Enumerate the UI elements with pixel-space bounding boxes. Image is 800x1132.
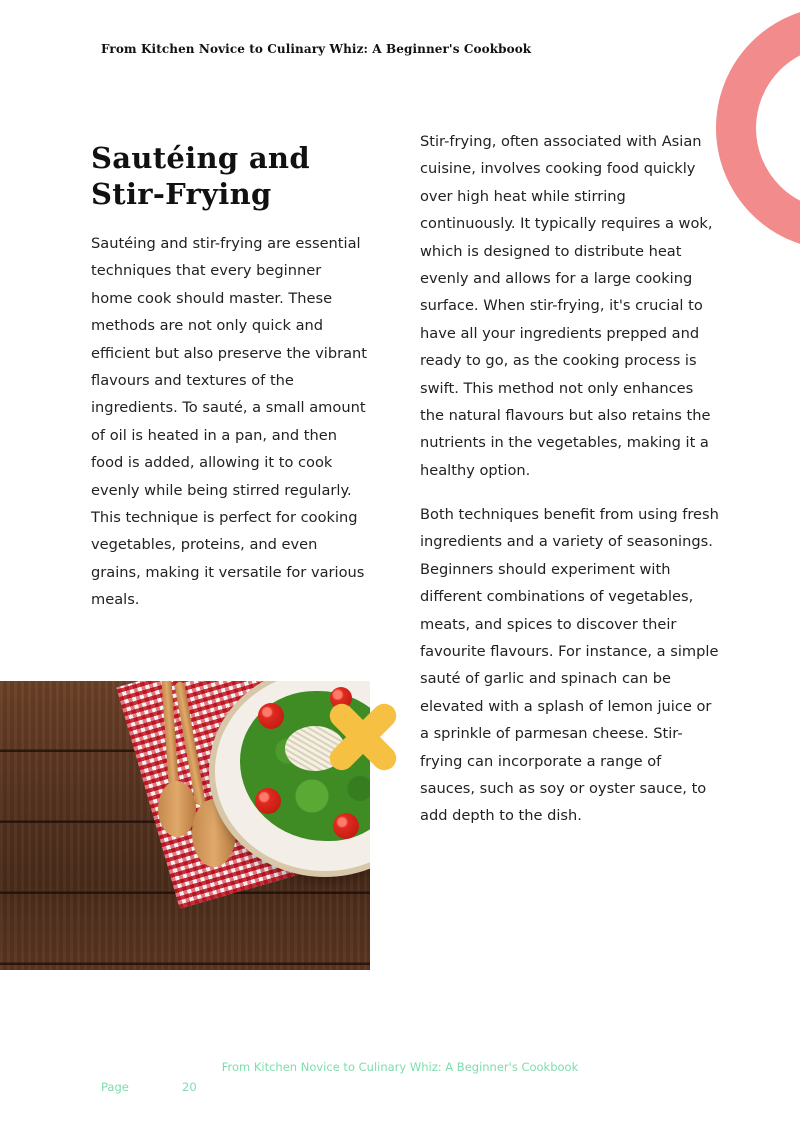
wooden-spoon-bowl [158,781,196,837]
cherry-tomato [258,703,284,729]
cherry-tomato [333,813,359,839]
paragraph-intro: Sautéing and stir-frying are essential techniques that every beginner home cook should master. These methods are not only quick and efficient but also preserve the vibrant flavours and textures of the ingredients. To sauté, a small amount of oil is heated in a pan, and then food is added, allowing it to cook evenly while being stirred regularly. This technique is perfect for cooking vegetables, proteins, and even grains, making it versatile for various meals. [91,235,368,609]
running-header: From Kitchen Novice to Culinary Whiz: A Beginner's Cookbook [101,42,532,56]
footer-page-label: Page [101,1080,129,1094]
footer-title: From Kitchen Novice to Culinary Whiz: A Beginner's Cookbook [221,1060,579,1074]
salad-photo [0,681,370,970]
paragraph-stir-frying: Stir-frying, often associated with Asian cuisine, involves cooking food quickly over high heat while stirring continuously. It typically requires a wok, which is designed to distribute heat evenly and allows for a large cooking surface. When stir-frying, it's crucial to have all your ingredients prepped and ready to go, as the cooking process is swift. This method not only enhances the natural flavours but also retains the nutrients in the vegetables, making it a healthy option. [420,133,713,479]
paragraph-both-techniques: Both techniques benefit from using fresh ingredients and a variety of seasonings. Beginners should experiment with different combinations of vegetables, meats, and spices to discover their favourite flavours. For instance, a simple sauté of garlic and spinach can be elevated with a splash of lemon juice or a sprinkle of parmesan cheese. Stir-frying can incorporate a range of sauces, such as soy or oyster sauce, to add depth to the dish. [420,506,719,825]
decorative-x-mark [323,697,403,777]
footer-page-number: 20 [182,1080,197,1094]
decorative-ring [716,6,800,250]
section-title: Sautéing and Stir-Frying [91,141,310,211]
cherry-tomato [255,788,281,814]
